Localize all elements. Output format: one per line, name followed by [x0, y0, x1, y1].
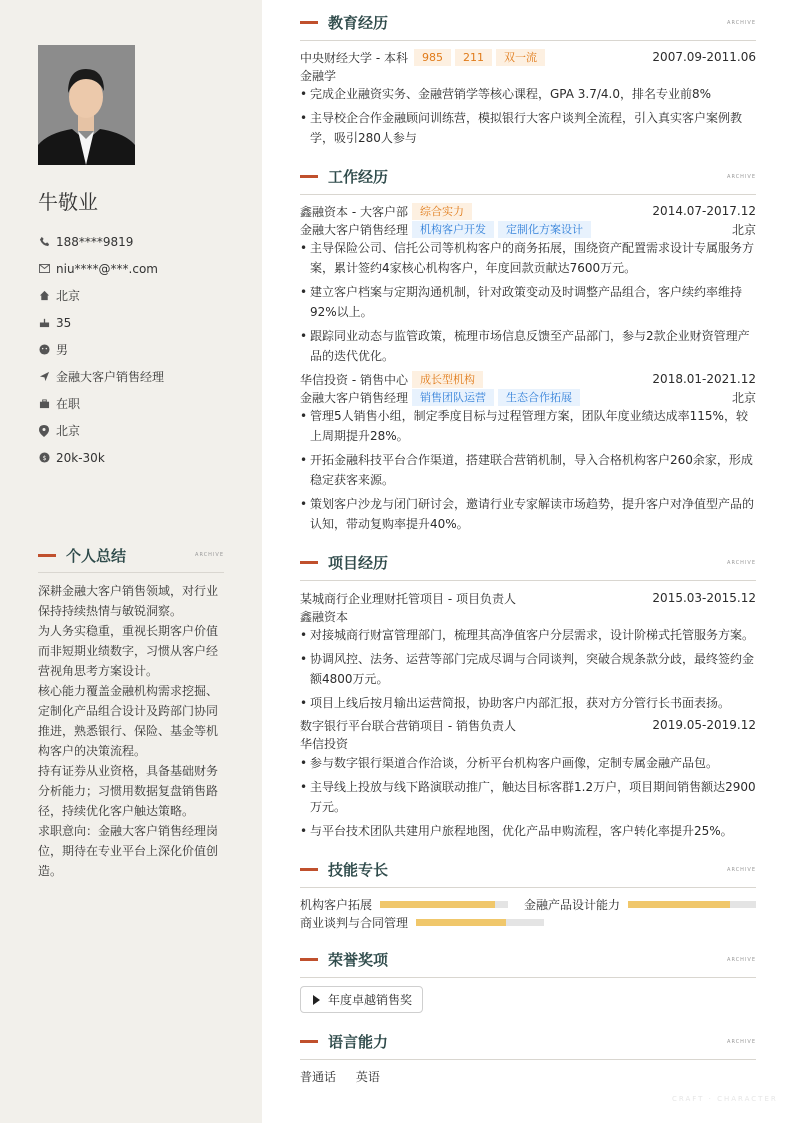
- contact-text: 在职: [56, 397, 81, 411]
- job-company-row: [300, 370, 756, 388]
- section-accent-bar: [300, 958, 318, 961]
- skill-bar-fill: [380, 901, 495, 908]
- skill-item: [300, 895, 508, 913]
- face-icon: [38, 344, 50, 356]
- awards-header: [300, 949, 756, 978]
- job-role-tag: 机构客户开发: [412, 221, 494, 238]
- language-item: 普通话: [300, 1070, 337, 1084]
- education-title: 教育经历: [328, 14, 389, 32]
- summary-text: [38, 581, 224, 881]
- project-name: 数字银行平台联合营销项目 - 销售负责人: [300, 718, 516, 733]
- project-org: 鑫融资本: [300, 609, 349, 624]
- summary-paragraph: 求职意向：金融大客户销售经理岗位，期待在专业平台上深化价值创造。: [38, 824, 219, 878]
- section-accent-bar: [300, 21, 318, 24]
- skills-header: [300, 859, 756, 888]
- skill-bar: [416, 919, 544, 926]
- svg-text:$: $: [41, 453, 47, 462]
- mail-icon: [38, 263, 50, 275]
- job-company: 鑫融资本 - 大客户部: [300, 204, 408, 219]
- project-bullet: • 对接城商行财富管理部门，梳理其高净值客户分层需求，设计阶梯式托管服务方案。: [300, 625, 756, 645]
- skill-item: [300, 913, 544, 931]
- profile-name: 牛敬业: [38, 190, 98, 214]
- education-tag: 211: [455, 49, 492, 66]
- education-row: [300, 48, 756, 66]
- summary-paragraph: 持有证券从业资格，具备基础财务分析能力；习惯用数据复盘销售路径，持续优化客户触达策略。: [38, 764, 219, 818]
- avatar: [38, 45, 135, 165]
- footer-watermark: CRAFT · CHARACTER: [672, 1095, 778, 1103]
- education-bullet: • 主导校企合作金融顾问训练营，模拟银行大客户谈判全流程，引入真实客户案例教学，吸引280人参与: [300, 108, 756, 148]
- section-accent-bar: [300, 561, 318, 564]
- contact-text: 188****9819: [56, 234, 134, 249]
- summary-paragraph: 核心能力覆盖金融机构需求挖掘、定制化产品组合设计及跨部门协同推进，熟悉银行、保险、基金等机构客户的决策流程。: [38, 684, 219, 758]
- contact-email: [38, 255, 238, 282]
- education-dates: 2007.09-2011.06: [652, 50, 756, 64]
- contact-status: [38, 390, 238, 417]
- skill-bar-fill: [628, 901, 730, 908]
- archive-label: ARCHIVE: [195, 552, 224, 558]
- skill-name: 机构客户拓展: [300, 897, 373, 912]
- contact-location: [38, 417, 238, 444]
- summary-header: [38, 544, 224, 573]
- job-bullet: • 策划客户沙龙与闭门研讨会，邀请行业专家解读市场趋势，提升客户对净值型产品的认知，带动复购率提升40%。: [300, 494, 756, 534]
- education-school: 中央财经大学 - 本科: [300, 50, 408, 65]
- archive-label: ARCHIVE: [727, 867, 756, 873]
- contact-gender: [38, 336, 238, 363]
- contact-phone: [38, 228, 238, 255]
- project-name: 某城商行企业理财托管项目 - 项目负责人: [300, 591, 516, 606]
- contact-list: [38, 228, 238, 471]
- projects-header: [300, 552, 756, 581]
- archive-label: ARCHIVE: [727, 1039, 756, 1045]
- education-major-row: [300, 66, 756, 84]
- project-org-row: [300, 734, 756, 752]
- projects-title: 项目经历: [328, 554, 389, 572]
- contact-text: 35: [56, 315, 72, 330]
- section-accent-bar: [300, 868, 318, 871]
- archive-label: ARCHIVE: [727, 174, 756, 180]
- contact-home: [38, 282, 238, 309]
- contact-text: 北京: [56, 424, 81, 438]
- job-dates: 2014.07-2017.12: [652, 204, 756, 218]
- language-list: [300, 1068, 396, 1085]
- project-bullet: • 协调风控、法务、运营等部门完成尽调与合同谈判，突破合规条款分歧，最终签约金额4800万元。: [300, 649, 756, 689]
- project-name-row: [300, 716, 756, 734]
- job-role: 金融大客户销售经理: [300, 222, 409, 237]
- job-company: 华信投资 - 销售中心: [300, 372, 408, 387]
- contact-text: 北京: [56, 289, 81, 303]
- archive-label: ARCHIVE: [727, 20, 756, 26]
- skill-name: 金融产品设计能力: [524, 897, 621, 912]
- job-dates: 2018.01-2021.12: [652, 372, 756, 386]
- education-major: 金融学: [300, 68, 337, 83]
- skills-title: 技能专长: [328, 861, 389, 879]
- contact-age: [38, 309, 238, 336]
- job-company-tag: 成长型机构: [412, 371, 483, 388]
- send-icon: [38, 371, 50, 383]
- job-role-tag: 销售团队运营: [412, 389, 494, 406]
- money-icon: [38, 452, 50, 464]
- project-org-row: [300, 607, 756, 625]
- skill-bar: [380, 901, 508, 908]
- job-city: 北京: [731, 390, 756, 405]
- phone-icon: [38, 236, 50, 248]
- contact-position: [38, 363, 238, 390]
- home-icon: [38, 290, 50, 302]
- project-bullet: • 主导线上投放与线下路演联动推广，触达目标客群1.2万户，项目期间销售额达2900万元。: [300, 777, 756, 817]
- archive-label: ARCHIVE: [727, 560, 756, 566]
- job-bullet: • 管理5人销售小组，制定季度目标与过程管理方案，团队年度业绩达成率115%，较上周期提升28%。: [300, 406, 756, 446]
- job-company-tag: 综合实力: [412, 203, 472, 220]
- job-bullet: • 开拓金融科技平台合作渠道，搭建联合营销机制，导入合格机构客户260余家，形成稳定获客来源。: [300, 450, 756, 490]
- section-accent-bar: [38, 554, 56, 557]
- summary-paragraph: 深耕金融大客户销售领域，对行业保持持续热情与敏锐洞察。: [38, 584, 219, 618]
- job-role-tag: 定制化方案设计: [498, 221, 591, 238]
- contact-text: 男: [56, 343, 69, 357]
- project-bullet: • 项目上线后按月输出运营简报，协助客户内部汇报，获对方分管行长书面表扬。: [300, 693, 756, 713]
- archive-label: ARCHIVE: [727, 957, 756, 963]
- language-item: 英语: [355, 1070, 380, 1084]
- project-bullet: • 与平台技术团队共建用户旅程地图，优化产品申购流程，客户转化率提升25%。: [300, 821, 756, 841]
- project-dates: 2015.03-2015.12: [652, 591, 756, 605]
- education-tag: 985: [414, 49, 451, 66]
- contact-text: 金融大客户销售经理: [56, 370, 165, 384]
- summary-paragraph: 为人务实稳重，重视长期客户价值而非短期业绩数字，习惯从客户经营视角思考方案设计。: [38, 624, 219, 678]
- cake-icon: [38, 317, 50, 329]
- job-bullet: • 建立客户档案与定期沟通机制，针对政策变动及时调整产品组合，客户续约率维持92%以上。: [300, 282, 756, 322]
- job-city: 北京: [731, 222, 756, 237]
- contact-text: 20k-30k: [56, 450, 105, 465]
- job-role-row: [300, 388, 756, 406]
- briefcase-icon: [38, 398, 50, 410]
- job-role: 金融大客户销售经理: [300, 390, 409, 405]
- education-header: [300, 12, 756, 41]
- project-bullet: • 参与数字银行渠道合作洽谈，分析平台机构客户画像，定制专属金融产品包。: [300, 753, 756, 773]
- contact-text: niu****@***.com: [56, 261, 158, 276]
- languages-title: 语言能力: [328, 1033, 389, 1051]
- project-dates: 2019.05-2019.12: [652, 718, 756, 732]
- play-icon: [313, 995, 320, 1005]
- skill-bar-fill: [416, 919, 506, 926]
- skill-bar: [628, 901, 756, 908]
- work-header: [300, 166, 756, 195]
- education-bullet: • 完成企业融资实务、金融营销学等核心课程，GPA 3.7/4.0，排名专业前8%: [300, 84, 756, 104]
- section-accent-bar: [300, 1040, 318, 1043]
- languages-header: [300, 1031, 756, 1060]
- job-bullet: • 主导保险公司、信托公司等机构客户的商务拓展，围绕资产配置需求设计专属服务方案，累计签约4家核心机构客户，年度回款贡献达7600万元。: [300, 238, 756, 278]
- award-item[interactable]: [300, 986, 423, 1013]
- skill-item: [524, 895, 756, 913]
- awards-title: 荣誉奖项: [328, 951, 389, 969]
- job-role-tag: 生态合作拓展: [498, 389, 580, 406]
- job-bullet: • 跟踪同业动态与监管政策，梳理市场信息反馈至产品部门，参与2款企业财资管理产品的迭代优化。: [300, 326, 756, 366]
- section-accent-bar: [300, 175, 318, 178]
- project-org: 华信投资: [300, 736, 349, 751]
- location-icon: [38, 425, 50, 437]
- award-label: 年度卓越销售奖: [328, 993, 413, 1007]
- job-company-row: [300, 202, 756, 220]
- education-tag: 双一流: [496, 49, 545, 66]
- summary-title: 个人总结: [66, 547, 127, 565]
- skill-name: 商业谈判与合同管理: [300, 915, 409, 930]
- work-title: 工作经历: [328, 168, 389, 186]
- contact-salary: [38, 444, 238, 471]
- project-name-row: [300, 589, 756, 607]
- job-role-row: [300, 220, 756, 238]
